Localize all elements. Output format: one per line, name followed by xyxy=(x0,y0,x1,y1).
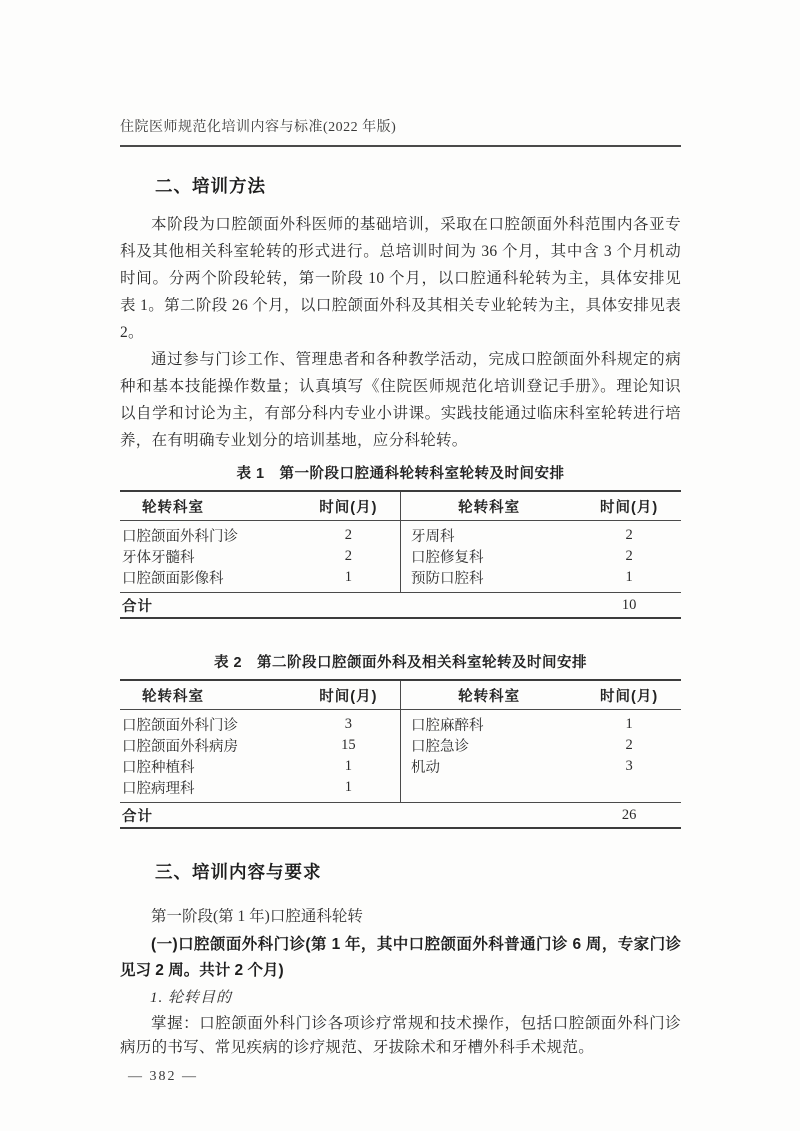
running-header: 住院医师规范化培训内容与标准(2022 年版) xyxy=(120,116,681,147)
department-cell: 预防口腔科 xyxy=(410,571,484,587)
duration-cell: 2 xyxy=(625,548,633,564)
table-2-stage-two-rotation xyxy=(120,679,681,829)
table-1-caption: 表 1 第一阶段口腔通科轮转科室轮转及时间安排 xyxy=(236,466,565,482)
table-1-total-row xyxy=(120,593,681,619)
department-cell: 机动 xyxy=(410,760,440,776)
duration-cell: 1 xyxy=(297,756,401,777)
total-value: 26 xyxy=(577,803,681,829)
table-1-header-row xyxy=(120,491,681,521)
table-2-total-row xyxy=(120,803,681,829)
table-row xyxy=(120,521,681,547)
duration-cell: 1 xyxy=(625,569,633,585)
page-content xyxy=(120,116,681,1085)
department-cell: 口腔颌面外科门诊 xyxy=(122,718,238,734)
subsection-heading-omfs-clinic: (一)口腔颌面外科门诊(第 1 年，其中口腔颌面外科普通门诊 6 周，专家门诊见习 2 周。共计 2 个月) xyxy=(120,936,681,979)
table-2-caption: 表 2 第二阶段口腔颌面外科及相关科室轮转及时间安排 xyxy=(213,655,588,671)
table-2-header-row xyxy=(120,680,681,710)
duration-cell: 1 xyxy=(297,567,401,593)
department-cell xyxy=(400,777,577,803)
total-value: 10 xyxy=(577,593,681,619)
duration-cell: 2 xyxy=(625,737,633,753)
duration-cell: 15 xyxy=(297,735,401,756)
department-cell: 口腔颌面外科门诊 xyxy=(122,529,238,545)
duration-cell: 3 xyxy=(625,758,633,774)
item-heading-rotation-purpose: 1. 轮转目的 xyxy=(150,990,233,1006)
department-cell: 牙周科 xyxy=(410,529,455,545)
column-header-duration: 时间(月) xyxy=(297,680,401,710)
duration-cell xyxy=(577,777,681,803)
column-header-department: 轮转科室 xyxy=(120,680,297,710)
table-row xyxy=(120,756,681,777)
department-cell: 口腔麻醉科 xyxy=(410,718,484,734)
duration-cell: 1 xyxy=(297,777,401,803)
column-header-department: 轮转科室 xyxy=(400,491,577,521)
department-cell: 口腔种植科 xyxy=(122,760,195,776)
table-row xyxy=(120,777,681,803)
department-cell: 牙体牙髓科 xyxy=(122,550,195,566)
column-header-department: 轮转科室 xyxy=(120,491,297,521)
duration-cell: 2 xyxy=(297,521,401,547)
paragraph-training-activities: 通过参与门诊工作、管理患者和各种教学活动，完成口腔颌面外科规定的病种和基本技能操作数量；认真填写《住院医师规范化培训登记手册》。理论知识以自学和讨论为主，有部分科内专业小讲课。实践技能通过临床科室轮转进行培养，在有明确专业划分的培训基地，应分科轮转。 xyxy=(120,351,681,449)
table-row xyxy=(120,567,681,593)
table-1-stage-one-rotation xyxy=(120,490,681,619)
total-label: 合计 xyxy=(120,593,577,619)
total-label: 合计 xyxy=(120,803,577,829)
duration-cell: 2 xyxy=(297,546,401,567)
stage-one-line: 第一阶段(第 1 年)口腔通科轮转 xyxy=(151,908,363,925)
column-header-duration: 时间(月) xyxy=(577,491,681,521)
table-row xyxy=(120,710,681,736)
paragraph-mastery-requirements: 掌握：口腔颌面外科门诊各项诊疗常规和技术操作，包括口腔颌面外科门诊病历的书写、常见疾病的诊疗规范、牙拔除术和牙槽外科手术规范。 xyxy=(120,1015,681,1056)
page-number: — 382 — xyxy=(128,1069,198,1084)
column-header-department: 轮转科室 xyxy=(400,680,577,710)
section-heading-training-content: 三、培训内容与要求 xyxy=(155,862,322,882)
column-header-duration: 时间(月) xyxy=(577,680,681,710)
section-heading-training-methods: 二、培训方法 xyxy=(155,176,266,196)
department-cell: 口腔急诊 xyxy=(410,739,469,755)
duration-cell: 3 xyxy=(297,710,401,736)
duration-cell: 1 xyxy=(625,716,633,732)
table-row xyxy=(120,546,681,567)
department-cell: 口腔修复科 xyxy=(410,550,484,566)
department-cell: 口腔颌面外科病房 xyxy=(122,739,238,755)
paragraph-training-overview: 本阶段为口腔颌面外科医师的基础培训，采取在口腔颌面外科范围内各亚专科及其他相关科室轮转的形式进行。总培训时间为 36 个月，其中含 3 个月机动时间。分两个阶段轮转，第一阶段 10 个月，以口腔通科轮转为主，具体安排见表 1。第二阶段 26 个月，以口腔颌面外科及其相关专业轮转为主，具体安排见表 2。 xyxy=(120,216,681,341)
department-cell: 口腔颌面影像科 xyxy=(122,571,224,587)
table-row xyxy=(120,735,681,756)
duration-cell: 2 xyxy=(625,527,633,543)
column-header-duration: 时间(月) xyxy=(297,491,401,521)
department-cell: 口腔病理科 xyxy=(122,781,195,797)
